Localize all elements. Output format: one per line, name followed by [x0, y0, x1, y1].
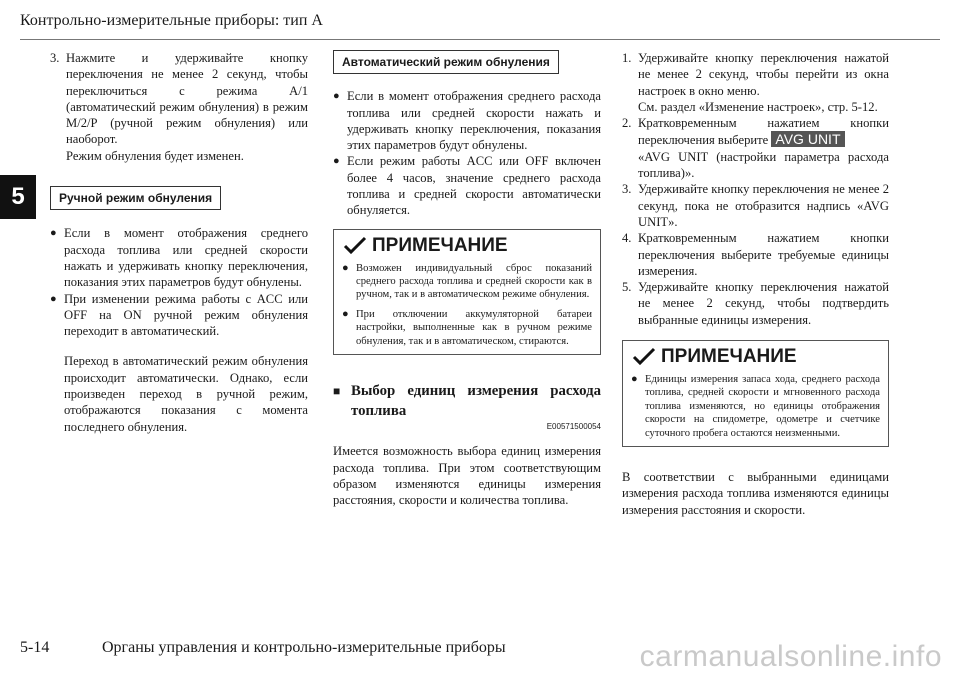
column-1: [50, 50, 308, 435]
check-pen-icon: [631, 347, 657, 367]
list-item: ● При отключении аккумуляторной батареи настройки, выполненные как в ручном режиме обнуления, так и в автоматическом, стираются.: [342, 307, 592, 347]
bullet-icon: ●: [631, 373, 638, 386]
col3-step-3: 3. Удерживайте кнопку переключения не менее 2 секунд, пока не отобразится надпись «AVG UNIT».: [622, 182, 889, 229]
chapter-tab: 5: [0, 175, 36, 219]
page-number: 5-14: [20, 639, 50, 656]
step-text: Нажмите и удерживайте кнопку переключения не менее 2 секунд, чтобы переключиться с режима A/1 (автоматический режим обнуления) в режим M/2/P (ручной режим обнуления) или наоборот.: [66, 51, 308, 147]
manual-reset-paragraph: Переход в автоматический режим обнуления происходит автоматически. Однако, если произведен переход в ручной режим, отображаются показания с момента последнего обнуления.: [64, 354, 308, 434]
column-2: [333, 50, 601, 509]
note-title: ПРИМЕЧАНИЕ: [661, 345, 797, 367]
watermark: carmanualsonline.info: [639, 640, 942, 673]
section-paragraph: Имеется возможность выбора единиц измерения расхода топлива. При этом соответствующим образом изменяются единицы измерения расстояния, скорости и количества топлива.: [333, 444, 601, 508]
bullet-icon: ●: [333, 90, 340, 103]
bullet-icon: ●: [342, 307, 349, 320]
page-header-title: Контрольно-измерительные приборы: тип А: [20, 12, 323, 29]
list-item: ● Единицы измерения запаса хода, среднего расхода топлива, средней скорости и мгновенного расхода топлива изменяются, но единицы отображения скорости на спидометре, одометре и счетчике суточного пробега остаются неизменными.: [631, 373, 880, 439]
list-item: ● Если режим работы ACC или OFF включен более 4 часов, значение среднего расхода топлива и средней скорости автоматически обнуляется.: [333, 154, 601, 218]
section-title: ■ Выбор единиц измерения расхода топлива: [333, 383, 601, 420]
square-bullet-icon: ■: [333, 384, 341, 399]
col3-step-2: 2. Кратковременным нажатием кнопки переключения выберите AVG UNIT «AVG UNIT (настройки параметра расхода топлива)».: [622, 116, 889, 181]
page-reference: См. раздел «Изменение настроек», стр. 5-12.: [638, 99, 878, 114]
units-paragraph: В соответствии с выбранными единицами измерения расхода топлива изменяются единицы измерения расстояния и скорости.: [622, 470, 889, 517]
manual-reset-box-title: Ручной режим обнуления: [50, 186, 221, 210]
footer-title: Органы управления и контрольно-измерительные приборы: [102, 639, 506, 656]
col3-step-5: 5. Удерживайте кнопку переключения нажатой не менее 2 секунд, чтобы подтвердить выбранные единицы измерения.: [622, 280, 889, 327]
avg-unit-display: AVG UNIT: [771, 131, 844, 147]
column-3: [622, 50, 889, 518]
step-result: Режим обнуления будет изменен.: [66, 148, 244, 163]
note-box: [333, 229, 601, 355]
col3-step-1: 1. Удерживайте кнопку переключения нажатой не менее 2 секунд, чтобы перейти из окна настроек в окно меню. См. раздел «Изменение настроек», стр. 5-12.: [622, 51, 889, 114]
bullet-icon: ●: [50, 227, 57, 240]
section-code: E00571500054: [546, 422, 601, 432]
list-item: ● Если в момент отображения среднего расхода топлива или средней скорости нажать и удерживать кнопку переключения, показания этих параметров будут обнулены.: [333, 89, 601, 153]
col1-step-3: [50, 50, 308, 164]
note-title: ПРИМЕЧАНИЕ: [372, 234, 508, 256]
bullet-icon: ●: [50, 292, 57, 305]
list-item: ● Возможен индивидуальный сброс показаний среднего расхода топлива и средней скорости как в ручном, так и в автоматическом режиме обнуления.: [342, 261, 592, 301]
note-box: [622, 340, 889, 447]
col3-step-4: 4. Кратковременным нажатием кнопки переключения выберите требуемые единицы измерения.: [622, 231, 889, 278]
bullet-icon: ●: [333, 155, 340, 168]
check-pen-icon: [342, 236, 368, 256]
header-rule: [20, 39, 940, 40]
step-number: 3.: [50, 51, 60, 65]
bullet-icon: ●: [342, 261, 349, 274]
list-item: ● При изменении режима работы с ACC или OFF на ON ручной режим обнуления переходит в автоматический.: [50, 291, 308, 339]
auto-reset-box-title: Автоматический режим обнуления: [333, 50, 559, 74]
list-item: ● Если в момент отображения среднего расхода топлива или средней скорости нажать и удерживать кнопку переключения, показания этих параметров будут обнулены.: [50, 226, 308, 290]
